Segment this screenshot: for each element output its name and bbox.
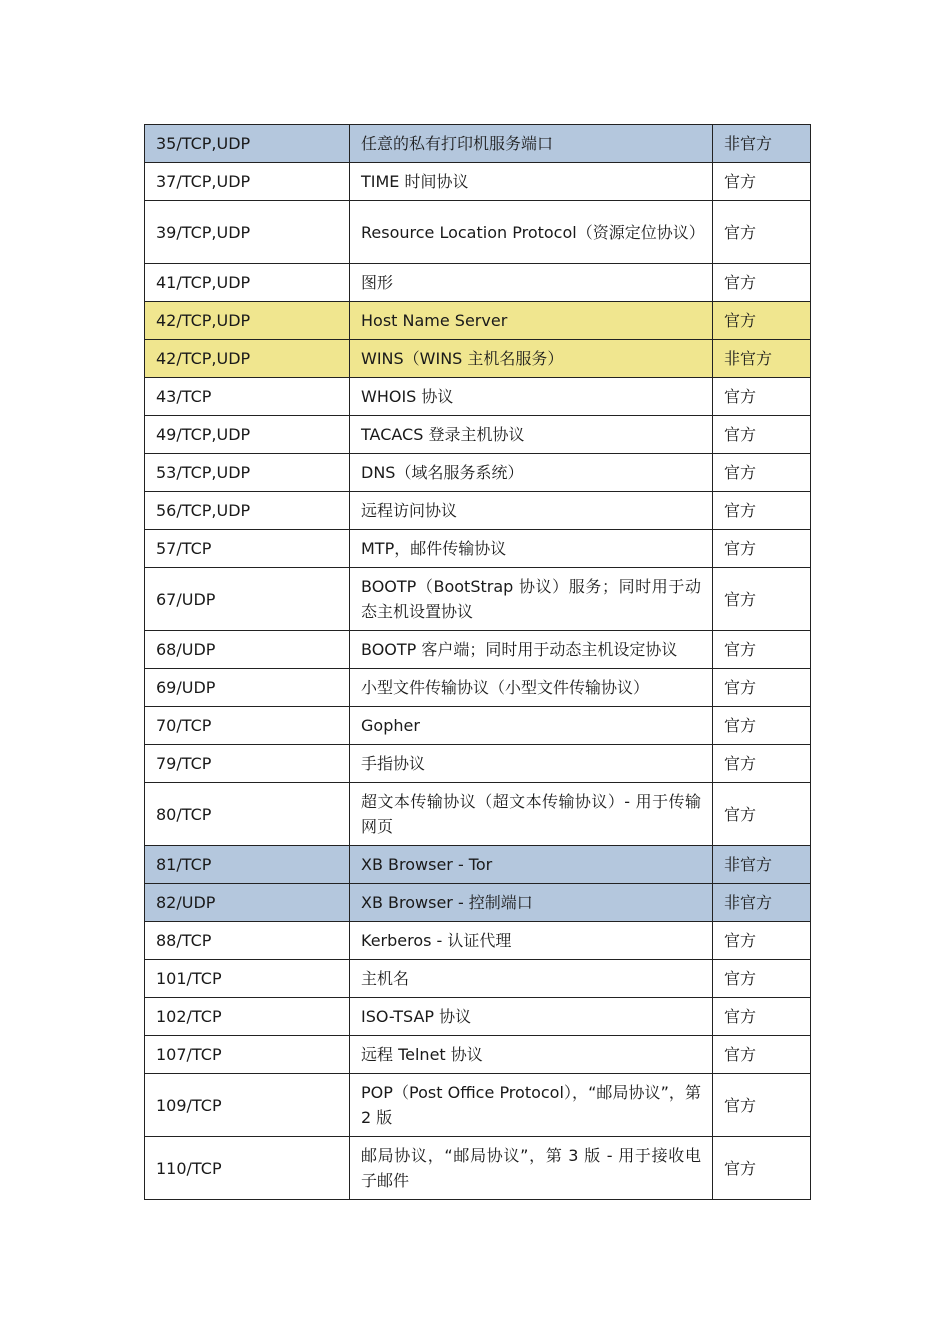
description-cell: XB Browser - 控制端口 (350, 884, 713, 922)
table-row (145, 264, 811, 302)
port-cell: 49/TCP,UDP (145, 416, 350, 454)
description-cell: 图形 (350, 264, 713, 302)
port-cell: 101/TCP (145, 960, 350, 998)
description-cell: POP（Post Office Protocol），“邮局协议”，第 2 版 (350, 1074, 713, 1137)
status-cell: 非官方 (713, 846, 811, 884)
port-cell: 79/TCP (145, 745, 350, 783)
port-cell: 69/UDP (145, 669, 350, 707)
table-row (145, 378, 811, 416)
status-cell: 官方 (713, 783, 811, 846)
description-cell: DNS（域名服务系统） (350, 454, 713, 492)
table-row (145, 302, 811, 340)
description-cell: MTP，邮件传输协议 (350, 530, 713, 568)
description-cell: Kerberos - 认证代理 (350, 922, 713, 960)
table-row (145, 568, 811, 631)
port-cell: 70/TCP (145, 707, 350, 745)
description-cell: Gopher (350, 707, 713, 745)
table-row (145, 201, 811, 264)
table-row (145, 846, 811, 884)
port-cell: 42/TCP,UDP (145, 302, 350, 340)
description-cell: 手指协议 (350, 745, 713, 783)
table-row (145, 492, 811, 530)
port-cell: 42/TCP,UDP (145, 340, 350, 378)
status-cell: 官方 (713, 163, 811, 201)
description-cell: 超文本传输协议（超文本传输协议）- 用于传输网页 (350, 783, 713, 846)
port-cell: 37/TCP,UDP (145, 163, 350, 201)
port-table (144, 124, 811, 1200)
table-row (145, 416, 811, 454)
status-cell: 官方 (713, 745, 811, 783)
description-cell: BOOTP 客户端；同时用于动态主机设定协议 (350, 631, 713, 669)
port-cell: 109/TCP (145, 1074, 350, 1137)
description-cell: XB Browser - Tor (350, 846, 713, 884)
description-cell: TIME 时间协议 (350, 163, 713, 201)
table-row (145, 530, 811, 568)
status-cell: 官方 (713, 201, 811, 264)
status-cell: 官方 (713, 631, 811, 669)
description-cell: 主机名 (350, 960, 713, 998)
description-cell: 远程访问协议 (350, 492, 713, 530)
table-row (145, 707, 811, 745)
table-row (145, 884, 811, 922)
status-cell: 官方 (713, 454, 811, 492)
port-cell: 102/TCP (145, 998, 350, 1036)
port-cell: 35/TCP,UDP (145, 125, 350, 163)
status-cell: 官方 (713, 707, 811, 745)
description-cell: 小型文件传输协议（小型文件传输协议） (350, 669, 713, 707)
port-cell: 80/TCP (145, 783, 350, 846)
status-cell: 官方 (713, 530, 811, 568)
table-row (145, 631, 811, 669)
port-cell: 67/UDP (145, 568, 350, 631)
table-row (145, 454, 811, 492)
description-cell: Host Name Server (350, 302, 713, 340)
port-cell: 43/TCP (145, 378, 350, 416)
table-row (145, 922, 811, 960)
status-cell: 官方 (713, 416, 811, 454)
description-cell: BOOTP（BootStrap 协议）服务；同时用于动态主机设置协议 (350, 568, 713, 631)
table-row (145, 960, 811, 998)
port-cell: 56/TCP,UDP (145, 492, 350, 530)
description-cell: WHOIS 协议 (350, 378, 713, 416)
table-row (145, 163, 811, 201)
table-row (145, 1137, 811, 1200)
description-cell: TACACS 登录主机协议 (350, 416, 713, 454)
port-cell: 88/TCP (145, 922, 350, 960)
port-cell: 82/UDP (145, 884, 350, 922)
status-cell: 官方 (713, 568, 811, 631)
description-cell: Resource Location Protocol（资源定位协议） (350, 201, 713, 264)
status-cell: 官方 (713, 492, 811, 530)
table-row (145, 340, 811, 378)
status-cell: 官方 (713, 378, 811, 416)
description-cell: 远程 Telnet 协议 (350, 1036, 713, 1074)
status-cell: 官方 (713, 998, 811, 1036)
port-cell: 53/TCP,UDP (145, 454, 350, 492)
table-row (145, 783, 811, 846)
port-cell: 81/TCP (145, 846, 350, 884)
table-row (145, 745, 811, 783)
status-cell: 官方 (713, 960, 811, 998)
status-cell: 官方 (713, 1074, 811, 1137)
port-cell: 39/TCP,UDP (145, 201, 350, 264)
status-cell: 官方 (713, 302, 811, 340)
status-cell: 官方 (713, 1137, 811, 1200)
port-cell: 110/TCP (145, 1137, 350, 1200)
status-cell: 非官方 (713, 340, 811, 378)
table-row (145, 669, 811, 707)
port-cell: 41/TCP,UDP (145, 264, 350, 302)
status-cell: 官方 (713, 922, 811, 960)
status-cell: 非官方 (713, 125, 811, 163)
table-row (145, 998, 811, 1036)
table-row (145, 125, 811, 163)
table-row (145, 1036, 811, 1074)
status-cell: 官方 (713, 264, 811, 302)
port-cell: 68/UDP (145, 631, 350, 669)
description-cell: WINS（WINS 主机名服务） (350, 340, 713, 378)
table-row (145, 1074, 811, 1137)
port-cell: 57/TCP (145, 530, 350, 568)
status-cell: 官方 (713, 1036, 811, 1074)
status-cell: 官方 (713, 669, 811, 707)
status-cell: 非官方 (713, 884, 811, 922)
description-cell: 邮局协议，“邮局协议”，第 3 版 - 用于接收电子邮件 (350, 1137, 713, 1200)
description-cell: 任意的私有打印机服务端口 (350, 125, 713, 163)
port-cell: 107/TCP (145, 1036, 350, 1074)
description-cell: ISO-TSAP 协议 (350, 998, 713, 1036)
